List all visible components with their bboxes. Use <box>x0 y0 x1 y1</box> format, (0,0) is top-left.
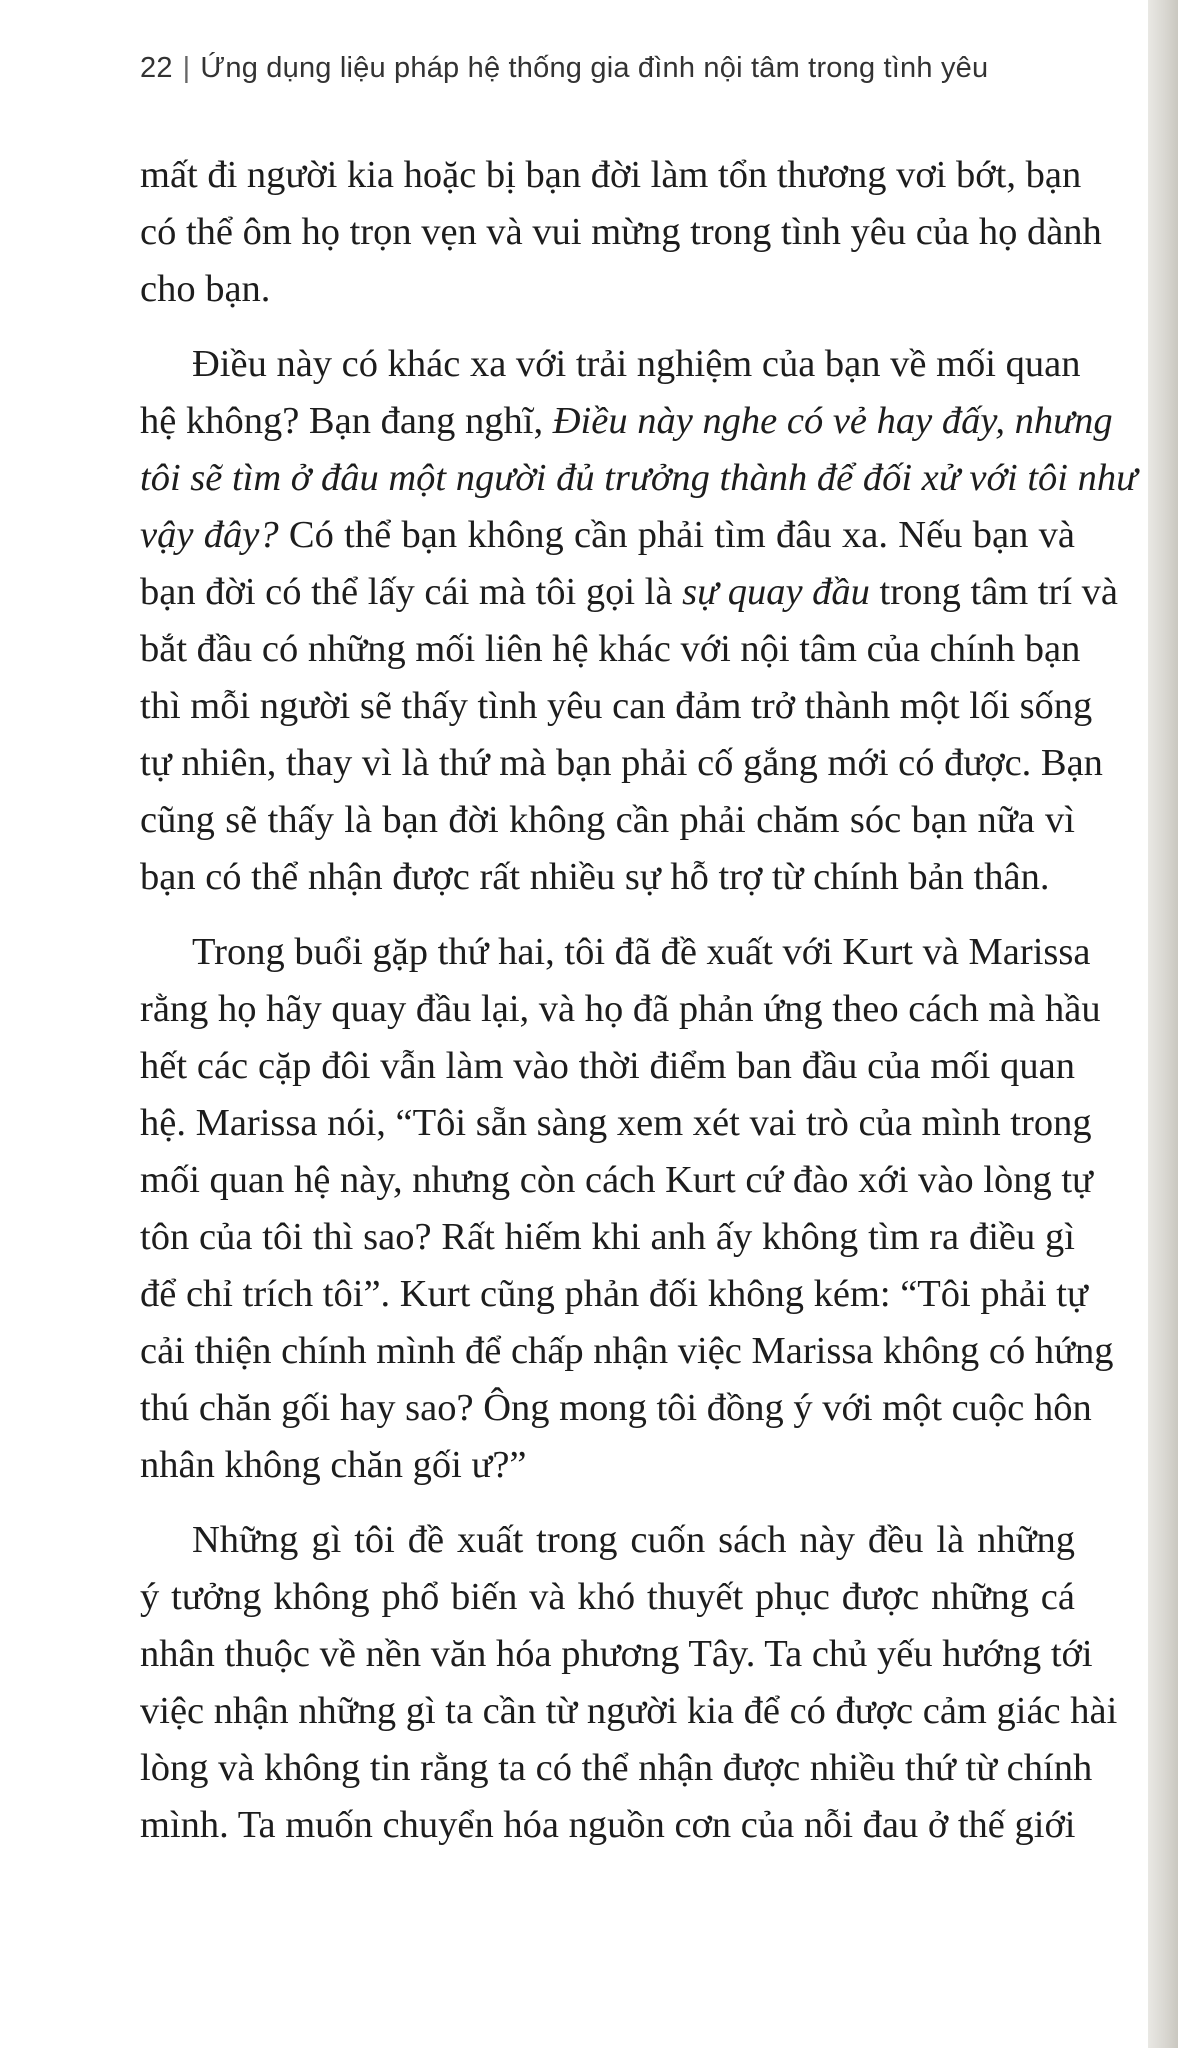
text-line: ý tưởng không phổ biến và khó thuyết phục được những cá <box>140 1576 1075 1618</box>
text-line: Điều này có khác xa với trải nghiệm của bạn về mối quan <box>192 343 1081 385</box>
text-line <box>140 507 1075 564</box>
italic-run: tôi sẽ tìm ở đâu một người đủ trưởng thành để đối xử với tôi như <box>140 457 1138 499</box>
text-line: lòng và không tin rằng ta có thể nhận được nhiều thứ từ chính <box>140 1747 1093 1789</box>
text-line: hết các cặp đôi vẫn làm vào thời điểm ban đầu của mối quan <box>140 1045 1075 1087</box>
body-text <box>140 147 1138 1854</box>
text-line: rằng họ hãy quay đầu lại, và họ đã phản ứng theo cách mà hầu <box>140 988 1101 1030</box>
page-number: 22 <box>140 52 173 84</box>
text-line: cũng sẽ thấy là bạn đời không cần phải chăm sóc bạn nữa vì <box>140 799 1075 841</box>
text-line: thú chăn gối hay sao? Ông mong tôi đồng ý với một cuộc hôn <box>140 1387 1092 1429</box>
text-run: Có thể bạn không cần phải tìm đâu xa. Nếu bạn và <box>278 514 1075 556</box>
text-line: cải thiện chính mình để chấp nhận việc Marissa không có hứng <box>140 1330 1114 1372</box>
text-line: mối quan hệ này, nhưng còn cách Kurt cứ đào xới vào lòng tự <box>140 1159 1093 1201</box>
paragraph <box>140 1512 1118 1854</box>
paragraph <box>140 147 1102 318</box>
text-line: Trong buổi gặp thứ hai, tôi đã đề xuất với Kurt và Marissa <box>192 931 1091 973</box>
text-run: trong tâm trí và <box>869 571 1118 613</box>
running-header <box>140 52 1040 85</box>
text-run: bạn đời có thể lấy cái mà tôi gọi là <box>140 571 683 613</box>
page-gutter-edge <box>1148 0 1178 2048</box>
paragraph <box>140 336 1138 906</box>
text-line: có thể ôm họ trọn vẹn và vui mừng trong tình yêu của họ dành <box>140 211 1102 253</box>
text-line: nhân không chăn gối ư?” <box>140 1444 527 1486</box>
text-line: bạn có thể nhận được rất nhiều sự hỗ trợ từ chính bản thân. <box>140 856 1050 898</box>
italic-run: sự quay đầu <box>682 571 870 613</box>
text-line: tự nhiên, thay vì là thứ mà bạn phải cố gắng mới có được. Bạn <box>140 742 1103 784</box>
text-line: cho bạn. <box>140 268 271 310</box>
italic-run: vậy đây? <box>140 514 279 556</box>
text-run: hệ không? Bạn đang nghĩ, <box>140 400 553 442</box>
text-line <box>140 450 1138 507</box>
text-line: hệ. Marissa nói, “Tôi sẵn sàng xem xét vai trò của mình trong <box>140 1102 1092 1144</box>
italic-run: Điều này nghe có vẻ hay đấy, nhưng <box>552 400 1113 442</box>
book-title: Ứng dụng liệu pháp hệ thống gia đình nội tâm trong tình yêu <box>200 52 989 84</box>
text-line: để chỉ trích tôi”. Kurt cũng phản đối không kém: “Tôi phải tự <box>140 1273 1088 1315</box>
text-line: Những gì tôi đề xuất trong cuốn sách này đều là những <box>192 1519 1075 1561</box>
text-line: tôn của tôi thì sao? Rất hiếm khi anh ấy không tìm ra điều gì <box>140 1216 1075 1258</box>
text-line <box>140 564 1118 621</box>
text-line: việc nhận những gì ta cần từ người kia để có được cảm giác hài <box>140 1690 1118 1732</box>
text-line: mình. Ta muốn chuyển hóa nguồn cơn của nỗi đau ở thế giới <box>140 1804 1076 1846</box>
paragraph <box>140 924 1114 1494</box>
header-separator: | <box>182 52 191 84</box>
text-line <box>140 393 1113 450</box>
text-line: mất đi người kia hoặc bị bạn đời làm tổn thương vơi bớt, bạn <box>140 154 1082 196</box>
text-line: nhân thuộc về nền văn hóa phương Tây. Ta chủ yếu hướng tới <box>140 1633 1093 1675</box>
text-line: thì mỗi người sẽ thấy tình yêu can đảm trở thành một lối sống <box>140 685 1093 727</box>
text-line: bắt đầu có những mối liên hệ khác với nội tâm của chính bạn <box>140 628 1081 670</box>
